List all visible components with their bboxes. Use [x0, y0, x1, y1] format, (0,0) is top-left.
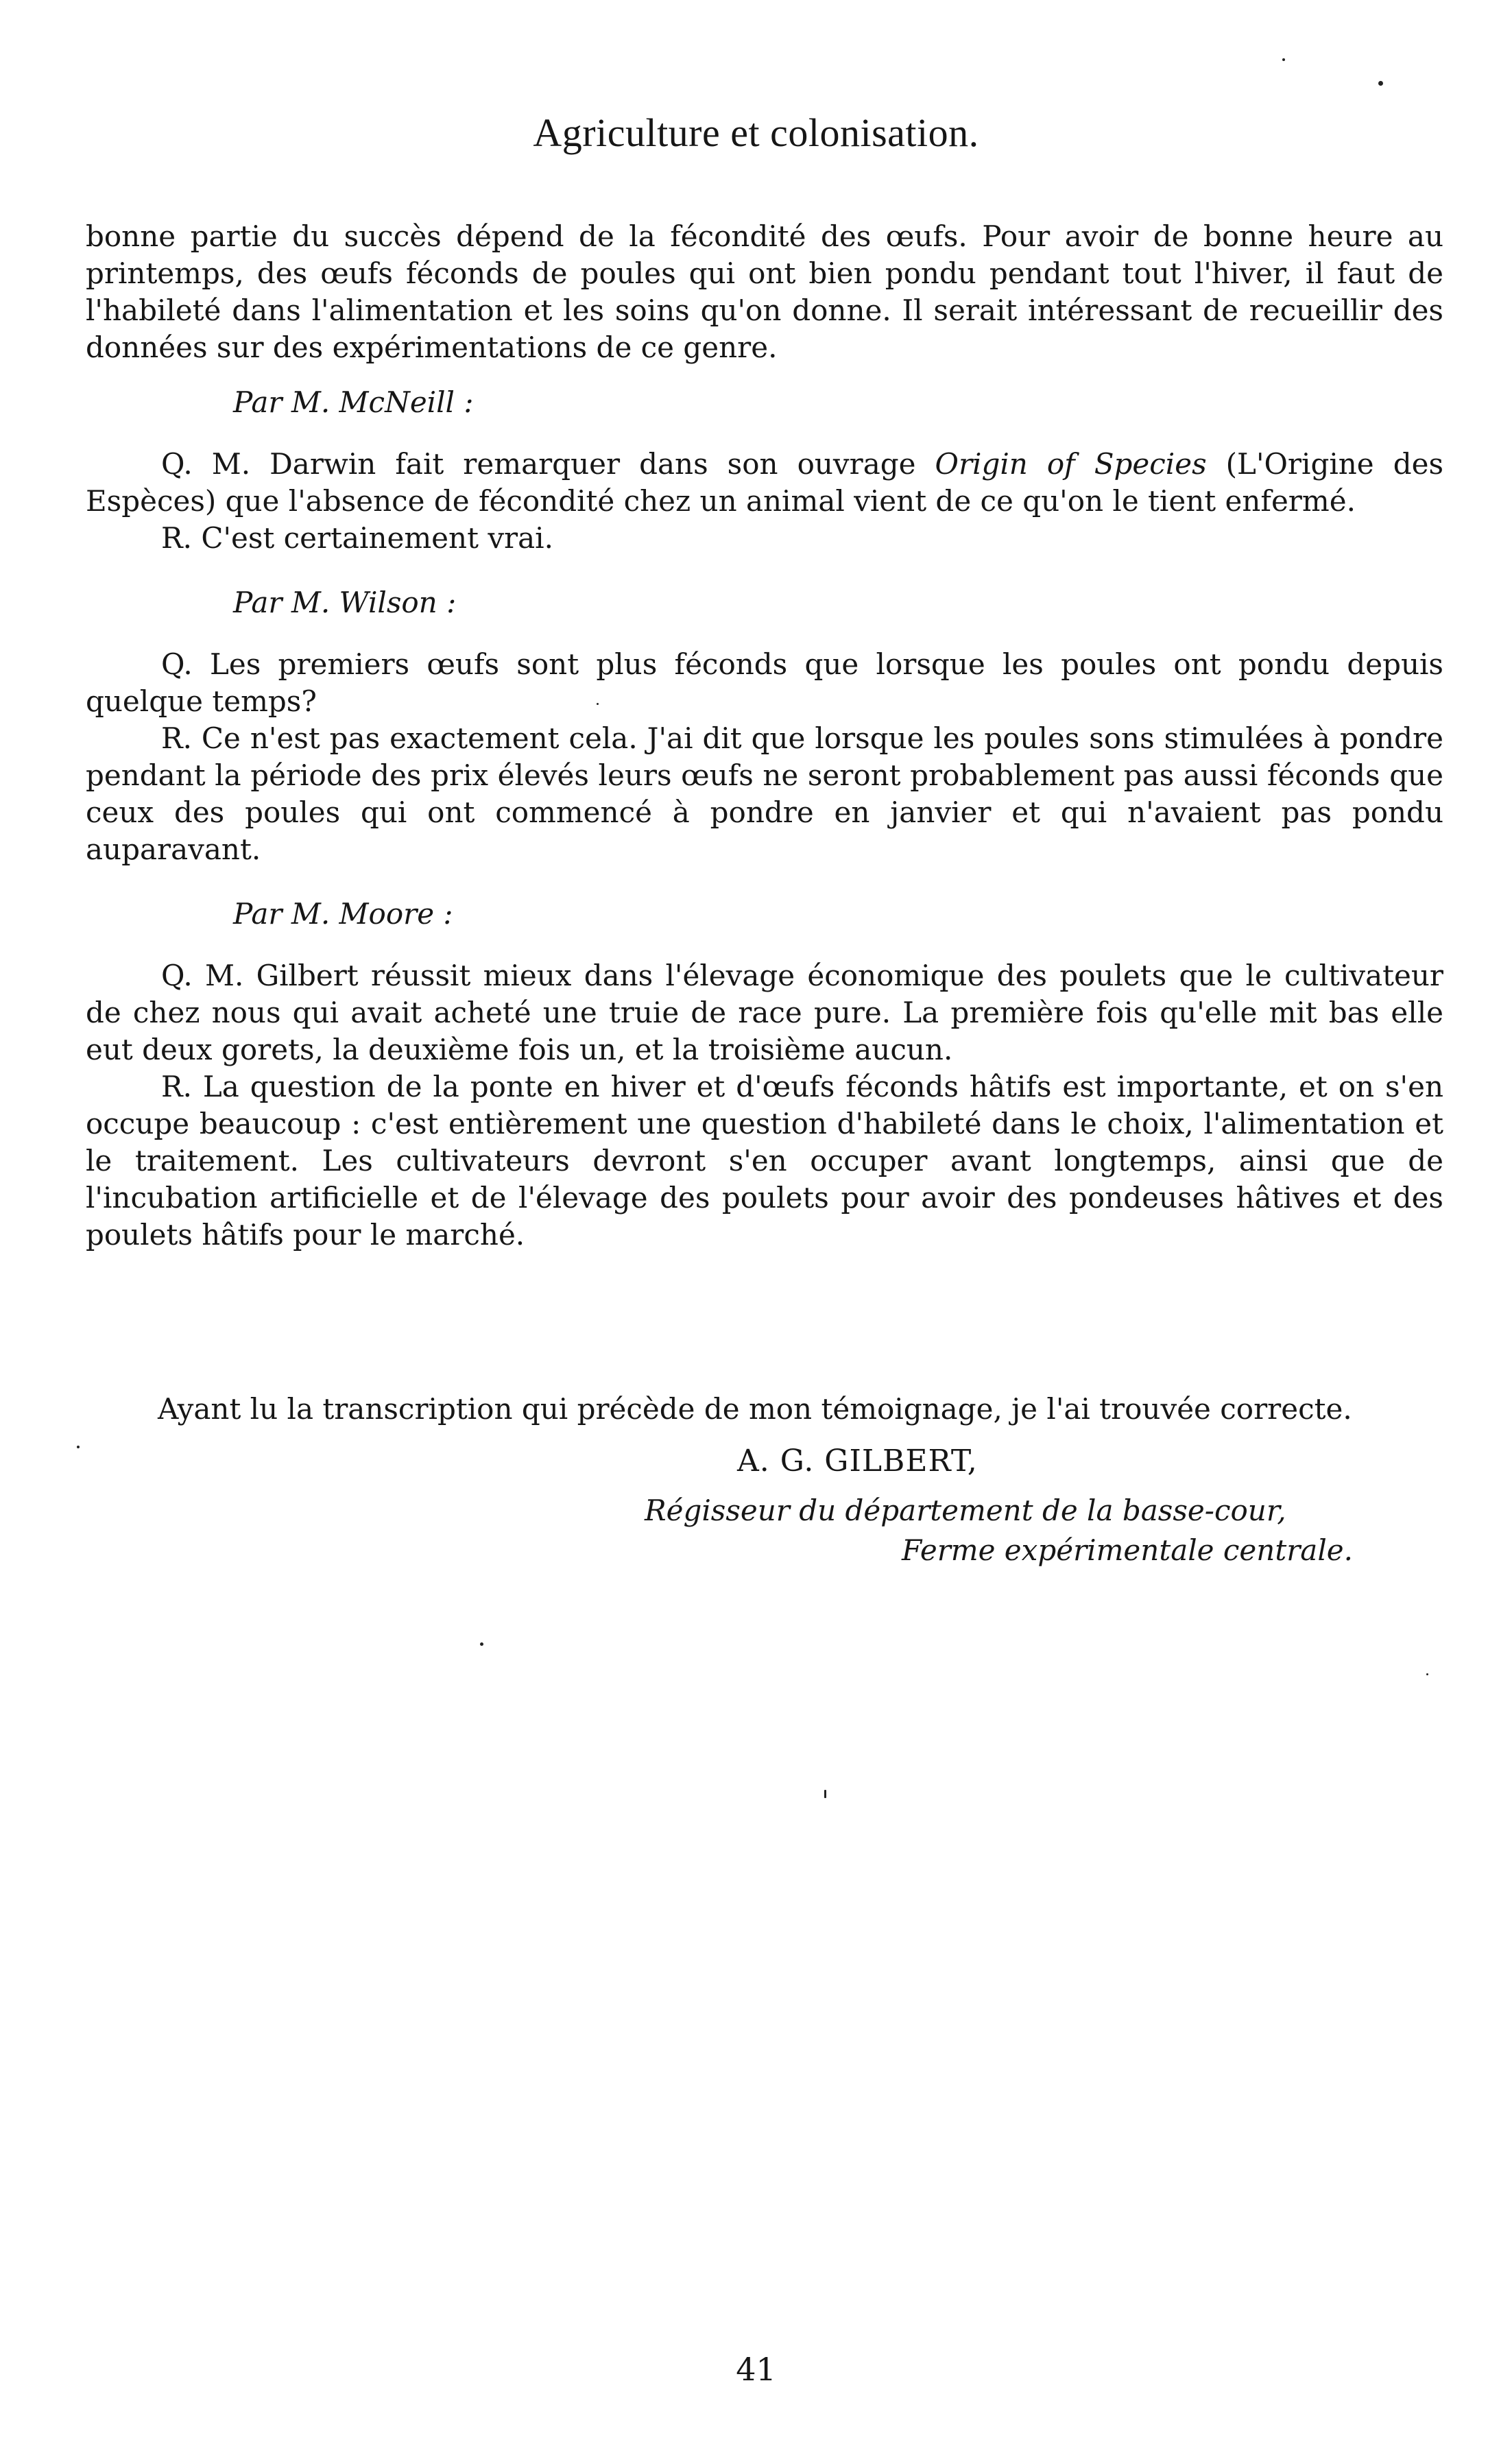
question-mcneill: [86, 446, 1443, 520]
attestation-statement: Ayant lu la transcription qui précède de mon témoignage, je l'ai trouvée correcte.: [158, 1392, 1352, 1426]
scan-speck: [824, 1790, 826, 1798]
speaker-heading-wilson: Par M. Wilson :: [233, 586, 457, 619]
running-title: Agriculture et colonisation.: [533, 110, 979, 155]
answer-mcneill: R. C'est certainement vrai.: [161, 521, 553, 555]
speaker-heading-mcneill: Par M. McNeill :: [233, 385, 474, 419]
signatory-institution: Ferme expérimentale centrale.: [902, 1533, 1353, 1567]
scan-speck: [1282, 58, 1285, 61]
page-number: 41: [736, 2351, 776, 2388]
closing-block: [158, 1391, 1443, 1569]
question-moore: Q. M. Gilbert réussit mieux dans l'élevage économique des poulets que le cultivateur de chez nous qui avait acheté une truie de race pure. La première fois qu'elle mit bas elle eut deux gorets, la deuxième fois un, et la troisième aucun.: [86, 959, 1443, 1066]
scan-speck: [1378, 81, 1383, 86]
scan-speck: [1426, 1673, 1428, 1675]
intro-paragraph: bonne partie du succès dépend de la fécondité des œufs. Pour avoir de bonne heure au printemps, des œufs féconds de poules qui ont bien pondu pendant tout l'hiver, il faut de l'habileté dans l'alimentation et les soins qu'on donne. Il serait intéressant de recueillir des données sur des expérimentations de ce genre.: [86, 219, 1443, 364]
scan-speck: [480, 1642, 483, 1646]
scan-speck: [597, 703, 599, 705]
scan-speck: [77, 1446, 80, 1448]
answer-moore: R. La question de la ponte en hiver et d'œufs féconds hâtifs est importante, et on s'en occupe beaucoup : c'est entièrement une question d'habileté dans le choix, l'alimentation et le traitement. Les cultivateurs devront s'en occuper avant longtemps, ainsi que de l'incubation artificielle et de l'élevage des poulets pour avoir des pondeuses hâtives et des poulets hâtifs pour le marché.: [86, 1070, 1443, 1252]
book-title: Origin of Species: [935, 447, 1207, 481]
question-wilson: Q. Les premiers œufs sont plus féconds que lorsque les poules ont pondu depuis quelque temps?: [86, 647, 1443, 718]
answer-wilson: R. Ce n'est pas exactement cela. J'ai dit que lorsque les poules sons stimulées à pondre pendant la période des prix élevés leurs œufs ne seront probablement pas aussi féconds que ceux des poules qui ont commencé à pondre en janvier et qui n'avaient pas pondu auparavant.: [86, 721, 1443, 866]
body-text: [86, 218, 1443, 1254]
signatory-name: A. G. GILBERT,: [737, 1444, 978, 1479]
signatory-title: Régisseur du département de la basse-cour,: [645, 1494, 1286, 1527]
question-mcneill-suffix: (L'Origine des Espèces) que l'absence de fécondité chez un animal vient de ce qu'on le tient enfermé.: [86, 447, 1443, 518]
question-mcneill-prefix: Q. M. Darwin fait remarquer dans son ouvrage: [161, 447, 935, 481]
speaker-heading-moore: Par M. Moore :: [233, 897, 453, 931]
